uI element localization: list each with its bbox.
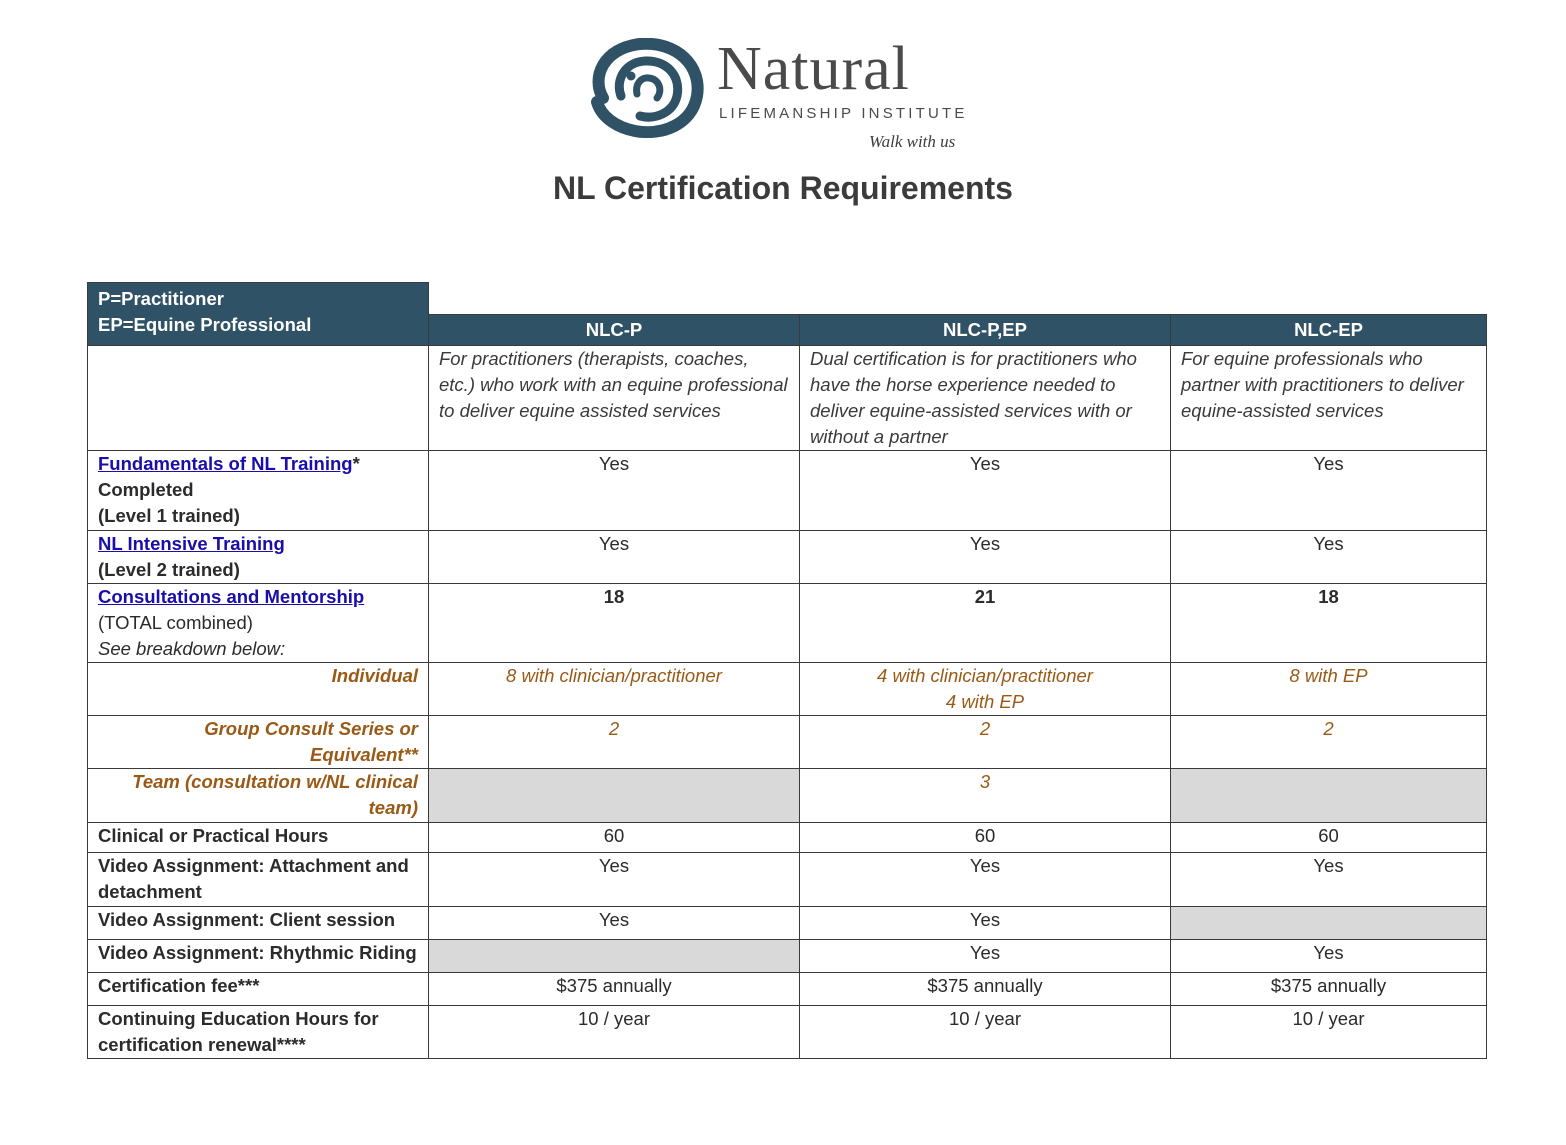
logo-brand: Natural xyxy=(717,35,910,103)
fundamentals-nlc-p: Yes xyxy=(429,451,800,531)
row-label-team: Team (consultation w/NL clinical team) xyxy=(88,769,429,823)
column-header-nlc-p-ep: NLC-P,EP xyxy=(800,315,1171,346)
fundamentals-link[interactable]: Fundamentals of NL Training xyxy=(98,453,353,474)
row-label-intensive xyxy=(88,531,429,584)
ce-nlc-p: 10 / year xyxy=(429,1006,800,1059)
row-label-video-attachment: Video Assignment: Attachment and detachment xyxy=(88,853,429,907)
team-nlc-p-ep: 3 xyxy=(800,769,1171,823)
column-header-nlc-ep: NLC-EP xyxy=(1171,315,1487,346)
table-row xyxy=(88,823,1487,853)
intensive-level: (Level 2 trained) xyxy=(98,559,240,580)
consultations-link[interactable]: Consultations and Mentorship xyxy=(98,586,365,607)
video-attachment-nlc-ep: Yes xyxy=(1171,853,1487,907)
group-nlc-p: 2 xyxy=(429,716,800,769)
logo xyxy=(585,35,985,156)
clinical-nlc-ep: 60 xyxy=(1171,823,1487,853)
legend-equine-professional: EP=Equine Professional xyxy=(98,314,312,335)
logo-tagline: Walk with us xyxy=(869,132,956,151)
table-row xyxy=(88,451,1487,531)
individual-nlc-ep: 8 with EP xyxy=(1171,663,1487,716)
table-row xyxy=(88,973,1487,1006)
video-client-nlc-ep-empty xyxy=(1171,907,1487,940)
logo-subtitle: LIFEMANSHIP INSTITUTE xyxy=(719,105,968,122)
video-client-nlc-p-ep: Yes xyxy=(800,907,1171,940)
fundamentals-level: (Level 1 trained) xyxy=(98,505,240,526)
clinical-nlc-p: 60 xyxy=(429,823,800,853)
fee-nlc-p-ep: $375 annually xyxy=(800,973,1171,1006)
column-header-nlc-p: NLC-P xyxy=(429,315,800,346)
intensive-nlc-p-ep: Yes xyxy=(800,531,1171,584)
legend-cell xyxy=(88,283,429,346)
description-nlc-p-ep: Dual certification is for practitioners who have the horse experience needed to deliver equine-assisted services with or without a partner xyxy=(800,346,1171,451)
table-row xyxy=(88,346,1487,451)
fee-nlc-p: $375 annually xyxy=(429,973,800,1006)
description-nlc-p: For practitioners (therapists, coaches, etc.) who work with an equine professional to deliver equine assisted services xyxy=(429,346,800,451)
individual-nlc-p-ep-line1: 4 with clinician/practitioner xyxy=(877,665,1093,686)
page-title: NL Certification Requirements xyxy=(553,170,1013,206)
requirements-table xyxy=(87,282,1487,1059)
row-label-consultations xyxy=(88,584,429,663)
row-label-continuing-education: Continuing Education Hours for certification renewal**** xyxy=(88,1006,429,1059)
row-label-individual: Individual xyxy=(88,663,429,716)
row-label-video-riding: Video Assignment: Rhythmic Riding xyxy=(88,940,429,973)
table-row xyxy=(88,531,1487,584)
description-row-label xyxy=(88,346,429,451)
consultations-nlc-p: 18 xyxy=(429,584,800,663)
consultations-breakdown-note: See breakdown below: xyxy=(98,638,286,659)
header-spacer xyxy=(429,283,1487,315)
table-row xyxy=(88,769,1487,823)
team-nlc-p-empty xyxy=(429,769,800,823)
ce-nlc-ep: 10 / year xyxy=(1171,1006,1487,1059)
row-label-fee: Certification fee*** xyxy=(88,973,429,1006)
individual-nlc-p: 8 with clinician/practitioner xyxy=(429,663,800,716)
team-nlc-ep-empty xyxy=(1171,769,1487,823)
spiral-logo-icon xyxy=(585,38,707,138)
table-row xyxy=(88,584,1487,663)
video-attachment-nlc-p: Yes xyxy=(429,853,800,907)
fundamentals-footnote-mark: * xyxy=(352,453,360,474)
consultations-nlc-ep: 18 xyxy=(1171,584,1487,663)
consultations-total: (TOTAL combined) xyxy=(98,612,253,633)
description-nlc-ep: For equine professionals who partner with practitioners to deliver equine-assisted services xyxy=(1171,346,1487,451)
video-client-nlc-p: Yes xyxy=(429,907,800,940)
video-attachment-nlc-p-ep: Yes xyxy=(800,853,1171,907)
group-nlc-ep: 2 xyxy=(1171,716,1487,769)
video-riding-nlc-ep: Yes xyxy=(1171,940,1487,973)
video-riding-nlc-p-ep: Yes xyxy=(800,940,1171,973)
individual-nlc-p-ep xyxy=(800,663,1171,716)
row-label-video-client: Video Assignment: Client session xyxy=(88,907,429,940)
intensive-link[interactable]: NL Intensive Training xyxy=(98,533,285,554)
table-row xyxy=(88,907,1487,940)
table-row xyxy=(88,1006,1487,1059)
clinical-nlc-p-ep: 60 xyxy=(800,823,1171,853)
intensive-nlc-p: Yes xyxy=(429,531,800,584)
ce-nlc-p-ep: 10 / year xyxy=(800,1006,1171,1059)
row-label-fundamentals xyxy=(88,451,429,531)
fundamentals-completed: Completed xyxy=(98,479,194,500)
consultations-nlc-p-ep: 21 xyxy=(800,584,1171,663)
table-row xyxy=(88,716,1487,769)
table-row xyxy=(88,940,1487,973)
individual-nlc-p-ep-line2: 4 with EP xyxy=(945,691,1025,712)
table-row xyxy=(88,853,1487,907)
group-nlc-p-ep: 2 xyxy=(800,716,1171,769)
fee-nlc-ep: $375 annually xyxy=(1171,973,1487,1006)
legend-practitioner: P=Practitioner xyxy=(98,288,224,309)
row-label-group: Group Consult Series or Equivalent** xyxy=(88,716,429,769)
fundamentals-nlc-ep: Yes xyxy=(1171,451,1487,531)
row-label-clinical: Clinical or Practical Hours xyxy=(88,823,429,853)
table-row xyxy=(88,663,1487,716)
fundamentals-nlc-p-ep: Yes xyxy=(800,451,1171,531)
video-riding-nlc-p-empty xyxy=(429,940,800,973)
intensive-nlc-ep: Yes xyxy=(1171,531,1487,584)
